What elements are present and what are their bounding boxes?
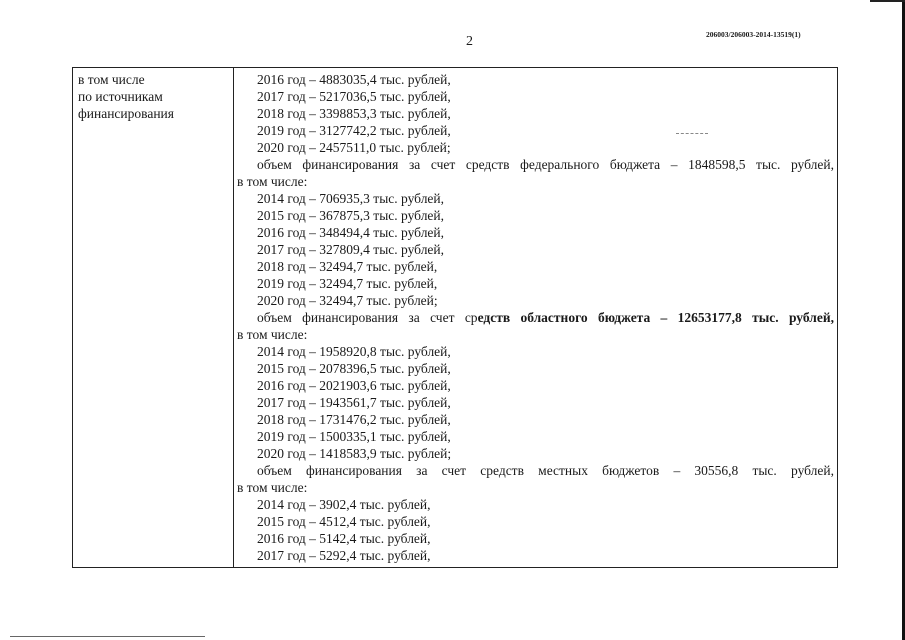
- total-year-line: 2016 год – 4883035,4 тыс. рублей,: [257, 72, 451, 87]
- regional-year-line: 2014 год – 1958920,8 тыс. рублей,: [257, 344, 451, 359]
- regional-year-line: 2018 год – 1731476,2 тыс. рублей,: [257, 412, 451, 427]
- federal-budget-heading: объем финансирования за счет средств федерального бюджета – 1848598,5 тыс. рублей,: [257, 157, 834, 172]
- regional-year-line: 2016 год – 2021903,6 тыс. рублей,: [257, 378, 451, 393]
- table-column-divider: [233, 67, 234, 568]
- total-year-line: 2020 год – 2457511,0 тыс. рублей;: [257, 140, 451, 155]
- total-year-line: 2019 год – 3127742,2 тыс. рублей,: [257, 123, 451, 138]
- regional-year-line: 2019 год – 1500335,1 тыс. рублей,: [257, 429, 451, 444]
- regional-heading-bold: едств областного бюджета – 12653177,8 тыс. рублей,: [477, 310, 834, 325]
- scan-edge-top: [870, 0, 905, 2]
- total-year-line: 2017 год – 5217036,5 тыс. рублей,: [257, 89, 451, 104]
- document-id: 206003/206003-2014-13519(1): [706, 30, 801, 39]
- table-label-cell: [78, 71, 228, 122]
- federal-year-line: 2016 год – 348494,4 тыс. рублей,: [257, 225, 445, 240]
- federal-year-line: 2020 год – 32494,7 тыс. рублей;: [257, 293, 438, 308]
- page-number: 2: [466, 34, 473, 49]
- local-in-that-label: в том числе:: [237, 480, 308, 495]
- local-year-line: 2015 год – 4512,4 тыс. рублей,: [257, 514, 431, 529]
- regional-year-line: 2020 год – 1418583,9 тыс. рублей;: [257, 446, 452, 461]
- federal-in-that-label: в том числе:: [237, 174, 308, 189]
- total-year-line: 2018 год – 3398853,3 тыс. рублей,: [257, 106, 451, 121]
- local-year-line: 2016 год – 5142,4 тыс. рублей,: [257, 531, 431, 546]
- federal-year-line: 2014 год – 706935,3 тыс. рублей,: [257, 191, 445, 206]
- federal-year-line: 2019 год – 32494,7 тыс. рублей,: [257, 276, 438, 291]
- regional-year-line: 2017 год – 1943561,7 тыс. рублей,: [257, 395, 451, 410]
- regional-year-line: 2015 год – 2078396,5 тыс. рублей,: [257, 361, 451, 376]
- federal-year-line: 2015 год – 367875,3 тыс. рублей,: [257, 208, 445, 223]
- local-year-line: 2017 год – 5292,4 тыс. рублей,: [257, 548, 431, 563]
- table-value-cell: [237, 71, 834, 564]
- label-line: по источникам: [78, 89, 163, 104]
- regional-budget-heading: [237, 309, 834, 326]
- regional-heading-plain: объем финансирования за счет ср: [257, 310, 478, 325]
- local-budget-heading: объем финансирования за счет средств местных бюджетов – 30556,8 тыс. рублей,: [257, 463, 834, 478]
- federal-year-line: 2017 год – 327809,4 тыс. рублей,: [257, 242, 445, 257]
- regional-in-that-label: в том числе:: [237, 327, 308, 342]
- label-line: финансирования: [78, 106, 174, 121]
- federal-year-line: 2018 год – 32494,7 тыс. рублей,: [257, 259, 438, 274]
- label-line: в том числе: [78, 72, 145, 87]
- footnote-rule: [10, 636, 205, 637]
- local-year-line: 2014 год – 3902,4 тыс. рублей,: [257, 497, 431, 512]
